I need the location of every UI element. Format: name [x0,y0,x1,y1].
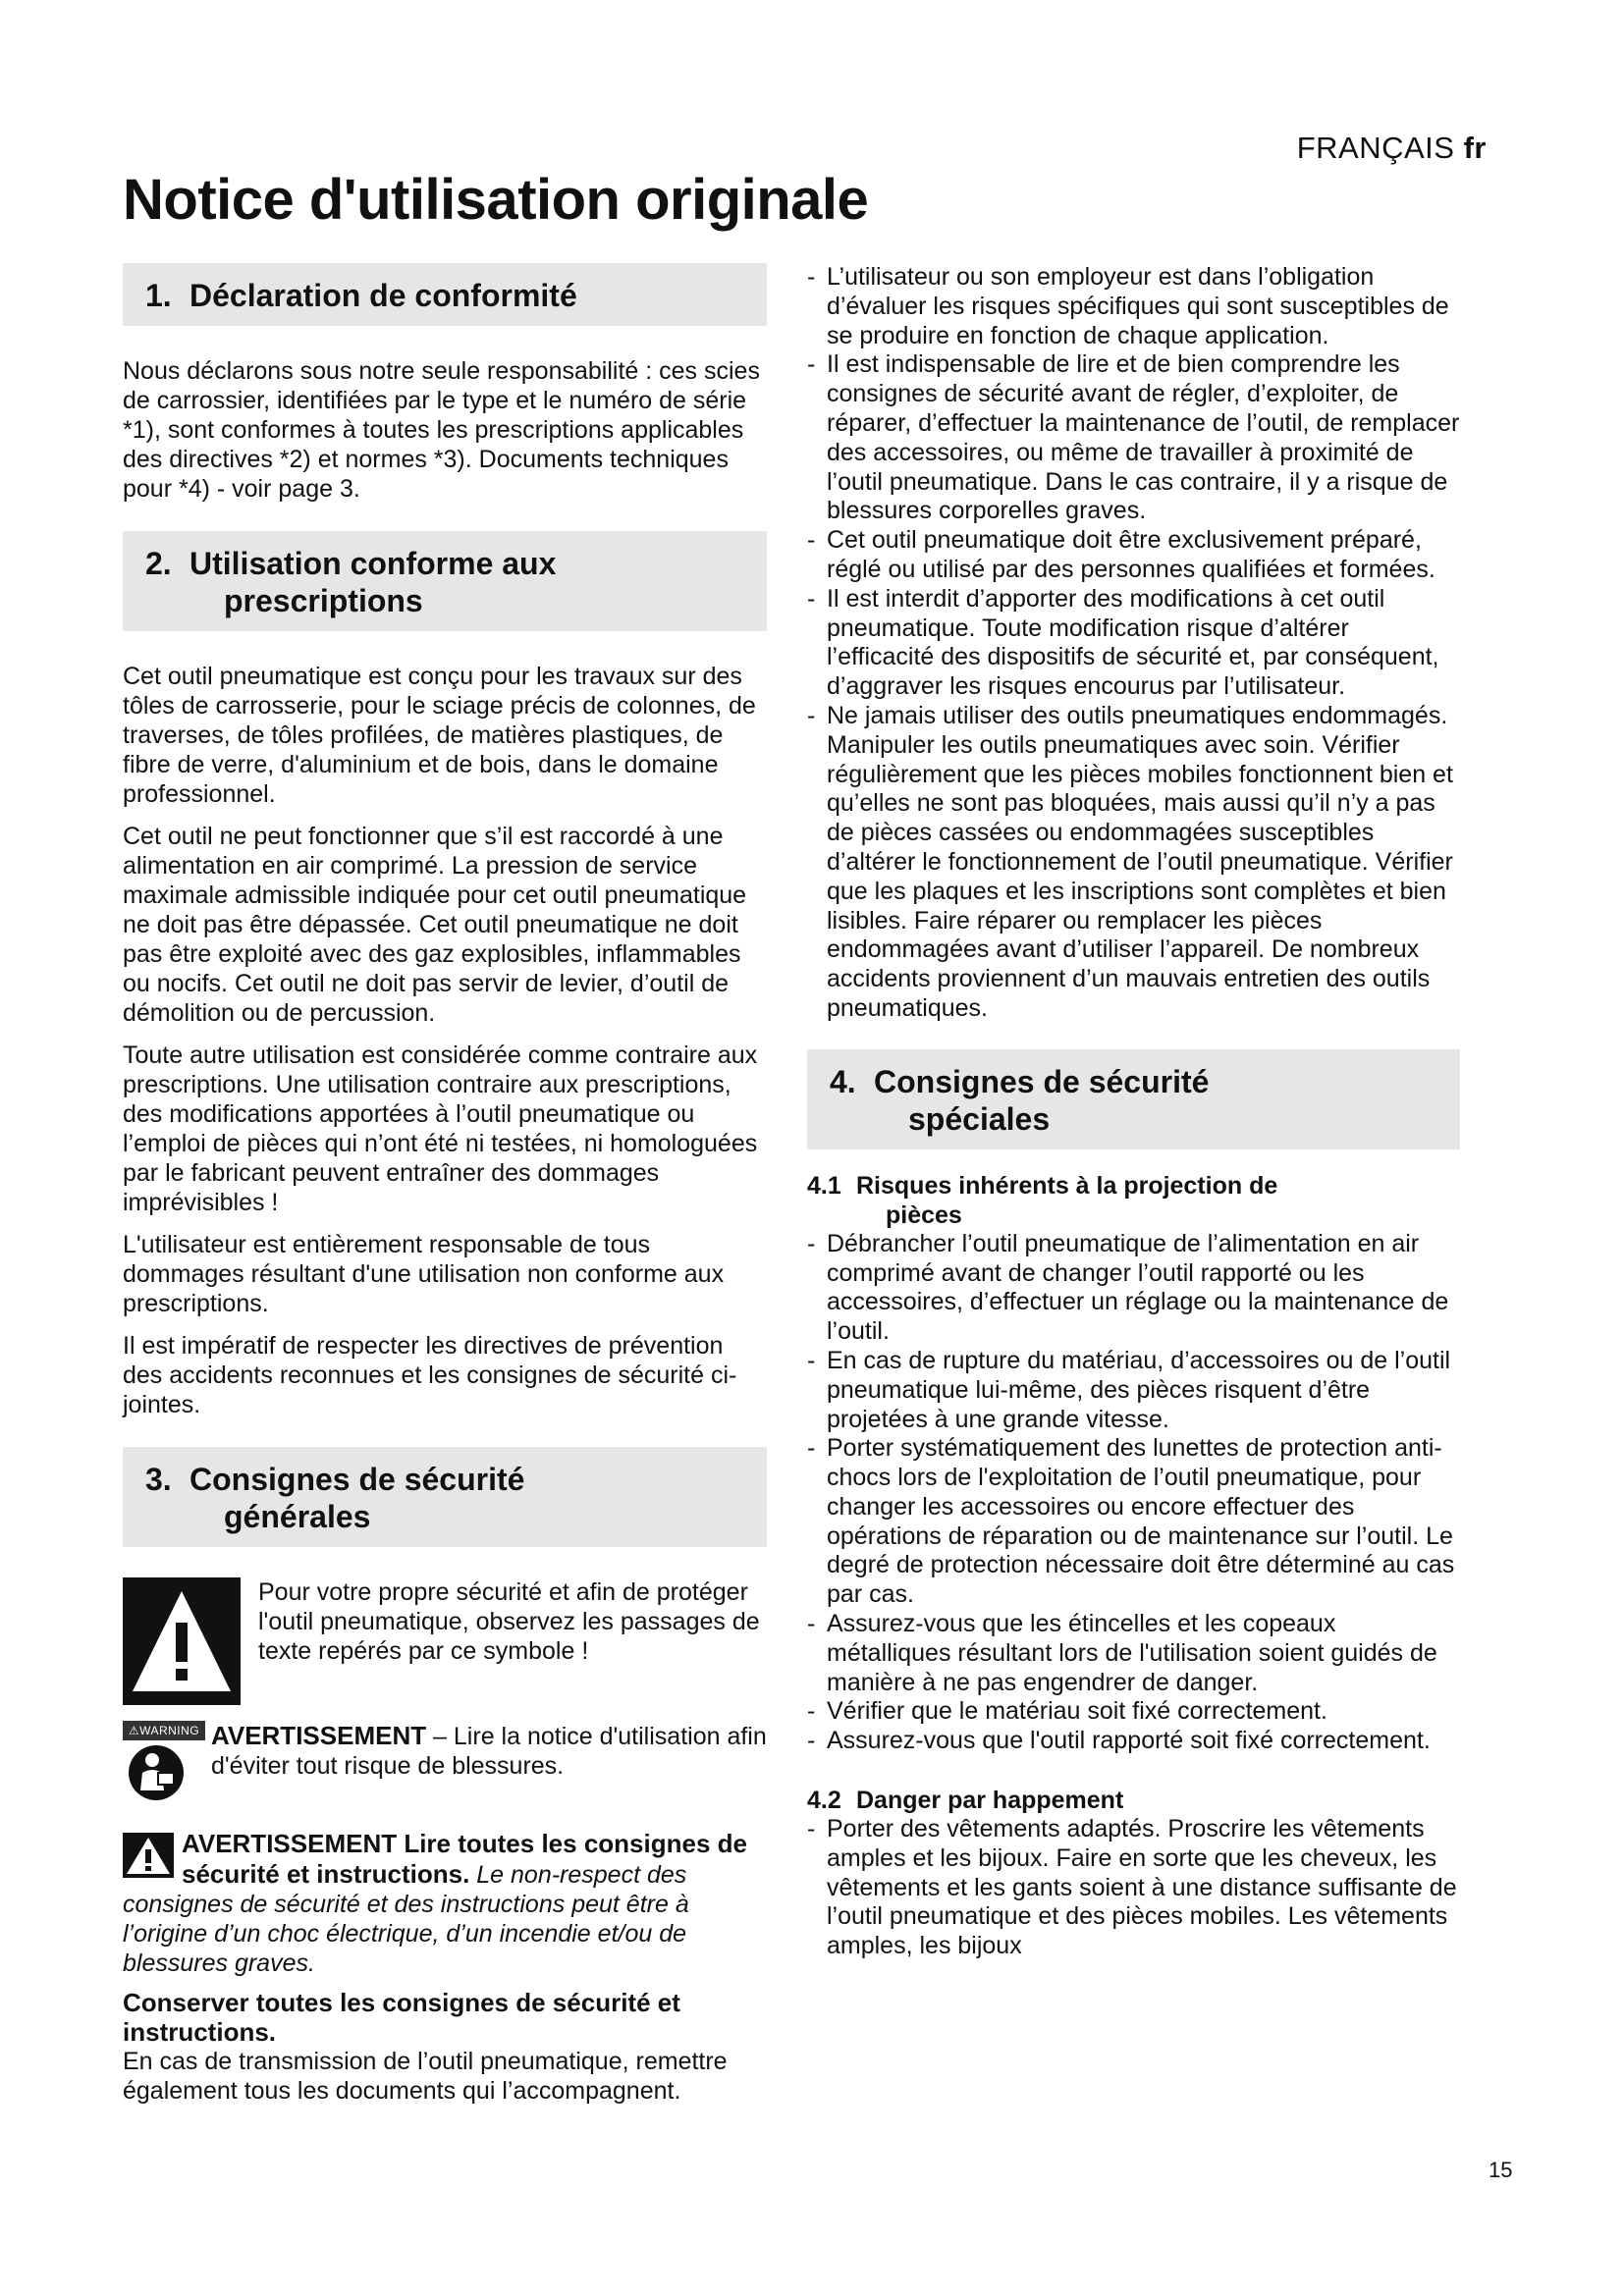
warning-read-manual [123,1721,767,1807]
list-item: - Cet outil pneumatique doit être exclusivement préparé, réglé ou utilisé par des personnes qualifiées et formées. [807,526,1460,585]
right-column [807,263,1460,1961]
keep-instructions-text: En cas de transmission de l’outil pneumatique, remettre également tous les documents qui l’accompagnent. [123,2048,728,2105]
warning-read-text: – Lire la notice d'utilisation afin d'éviter tout risque de blessures. [211,1723,767,1780]
keep-instructions-block [123,1988,767,2106]
list-item: - Vérifier que le matériau soit fixé correctement. [807,1697,1460,1727]
subsection-4-2-heading [807,1786,1460,1815]
section-title-line1: Utilisation conforme aux [189,546,557,581]
list-item: - Assurez-vous que les étincelles et les copeaux métalliques résultant lors de l'utilisation soient guidés de manière à ne pas engendrer de danger. [807,1610,1460,1697]
general-safety-list [807,263,1460,1024]
section-number: 1. [145,278,172,313]
warning-instructions-bold: AVERTISSEMENT Lire toutes les consignes de sécurité et instructions. [182,1829,747,1889]
list-item: - Porter systématiquement des lunettes de protection anti-chocs lors de l'exploitation de l’outil pneumatique, pour changer les accessoires ou encore effectuer des opérations de réparation ou de maintenance sur l’outil. Le degré de protection nécessaire doit être déterminé au cas par cas. [807,1434,1460,1610]
list-item: - Assurez-vous que l'outil rapporté soit fixé correctement. [807,1727,1460,1756]
subsection-title: Danger par happement [856,1787,1124,1815]
read-manual-icon [127,1743,211,1807]
left-column [123,263,767,2106]
language-indicator [1297,131,1487,166]
list-item: - Débrancher l’outil pneumatique de l’alimentation en air comprimé avant de changer l’outil rapporté ou les accessoires, d’effectuer un réglage ou la maintenance de l’outil. [807,1230,1460,1347]
projection-risk-list [807,1230,1460,1756]
warning-instructions-italic: Le non-respect des consignes de sécurité et des instructions peut être à l’origine d’un choc électrique, d’un incendie et/ou de blessures graves. [123,1861,689,1977]
usage-paragraph-5: Il est impératif de respecter les directives de prévention des accidents reconnues et les consignes de sécurité ci-jointes. [123,1332,737,1418]
keep-instructions-bold: Conserver toutes les consignes de sécurité et instructions. [123,1988,680,2047]
subsection-number: 4.1 [807,1171,841,1200]
list-item: - Il est interdit d’apporter des modifications à cet outil pneumatique. Toute modification risque d’altérer l’efficacité des dispositifs de sécurité et, par conséquent, d’aggraver les risques encourus par l’utilisateur. [807,585,1460,702]
subsection-4-1-heading [807,1171,1460,1230]
list-item: - Porter des vêtements adaptés. Proscrire les vêtements amples et les bijoux. Faire en sorte que les cheveux, les vêtements et les gants soient à une distance suffisante de l’outil pneumatique et des pièces mobiles. Les vêtements amples, les bijoux [807,1815,1460,1961]
warning-all-instructions [123,1829,767,1978]
section-number: 4. [830,1063,856,1099]
conformity-paragraph: Nous déclarons sous notre seule responsabilité : ces scies de carrossier, identifiées par le type et le numéro de série *1), sont conformes à toutes les prescriptions applicables des directives *2) et normes *3). Documents techniques pour *4) - voir page 3. [123,357,760,503]
language-code: fr [1463,131,1487,165]
warning-triangle-icon [123,1577,241,1705]
usage-paragraph-2: Cet outil ne peut fonctionner que s’il est raccordé à une alimentation en air comprimé. La pression de service maximale admissible indiquée pour cet outil pneumatique ne doit pas être dépassée. Cet outil pneumatique ne doit pas être exploité avec des gaz explosibles, inflammables ou nocifs. Cet outil ne doit pas servir de levier, d’outil de démolition ou de percussion. [123,823,747,1027]
subsection-number: 4.2 [807,1787,841,1815]
warning-symbol-block [123,1577,767,1709]
list-item: - Ne jamais utiliser des outils pneumatiques endommagés. Manipuler les outils pneumatiques avec soin. Vérifier régulièrement que les pièces mobiles fonctionnent bien et qu’elles ne sont pas bloquées, mais aussi qu’il n’y a pas de pièces cassées ou endommagées susceptibles d’altérer le fonctionnement de l’outil pneumatique. Vérifier que les plaques et les inscriptions sont complètes et bien lisibles. Faire réparer ou remplacer les pièces endommagées avant d’utiliser l’appareil. De nombreux accidents proviennent d’un mauvais entretien des outils pneumatiques. [807,702,1460,1024]
subsection-title-line1: Risques inhérents à la projection de [856,1171,1278,1200]
section-3-heading [123,1447,767,1547]
section-title-line1: Consignes de sécurité [189,1462,525,1497]
page-title: Notice d'utilisation originale [123,168,869,232]
section-title-line1: Consignes de sécurité [874,1063,1210,1099]
section-title: Déclaration de conformité [189,278,577,313]
language-name: FRANÇAIS [1296,131,1455,165]
section-number: 2. [145,546,172,581]
list-item: - En cas de rupture du matériau, d’accessoires ou de l’outil pneumatique lui-même, des pièces risquent d’être projetées à une grande vitesse. [807,1347,1460,1434]
section-title-line2: générales [224,1499,371,1534]
usage-paragraph-3: Toute autre utilisation est considérée comme contraire aux prescriptions. Une utilisation contraire aux prescriptions, des modifications apportées à l’outil pneumatique ou l’emploi de pièces qui n’ont été ni testées, ni homologuées par le fabricant peuvent entraîner des dommages imprévisibles ! [123,1041,758,1216]
section-title-line2: spéciales [908,1100,1051,1137]
warning-read-bold: AVERTISSEMENT [211,1721,427,1750]
usage-paragraph-4: L'utilisateur est entièrement responsable de tous dommages résultant d'une utilisation non conforme aux prescriptions. [123,1231,725,1317]
section-title-line2: prescriptions [224,583,423,618]
list-item: - Il est indispensable de lire et de bien comprendre les consignes de sécurité avant de régler, d’exploiter, de réparer, d’effectuer la maintenance de l’outil, de remplacer des accessoires, ou même de travailler à proximité de l’outil pneumatique. Dans le cas contraire, il y a risque de blessures corporelles graves. [807,350,1460,526]
warning-label-icon: ⚠WARNING [123,1721,205,1740]
warning-symbol-text: Pour votre propre sécurité et afin de protéger l'outil pneumatique, observez les passages de texte repérés par ce symbole ! [258,1578,760,1665]
subsection-title-line2: pièces [886,1201,962,1229]
section-4-heading [807,1049,1460,1149]
section-1-heading [123,263,767,326]
section-2-heading [123,531,767,631]
section-number: 3. [145,1462,172,1497]
list-item: - L’utilisateur ou son employeur est dans l’obligation d’évaluer les risques spécifiques qui sont susceptibles de se produire en fonction de chaque application. [807,263,1460,350]
warning-triangle-small-icon [123,1833,174,1878]
entanglement-risk-list [807,1815,1460,1961]
page-number: 15 [1489,2158,1513,2182]
usage-paragraph-1: Cet outil pneumatique est conçu pour les travaux sur des tôles de carrosserie, pour le sciage précis de colonnes, de traverses, de tôles profilées, de matières plastiques, de fibre de verre, d'aluminium et de bois, dans le domaine professionnel. [123,663,756,808]
